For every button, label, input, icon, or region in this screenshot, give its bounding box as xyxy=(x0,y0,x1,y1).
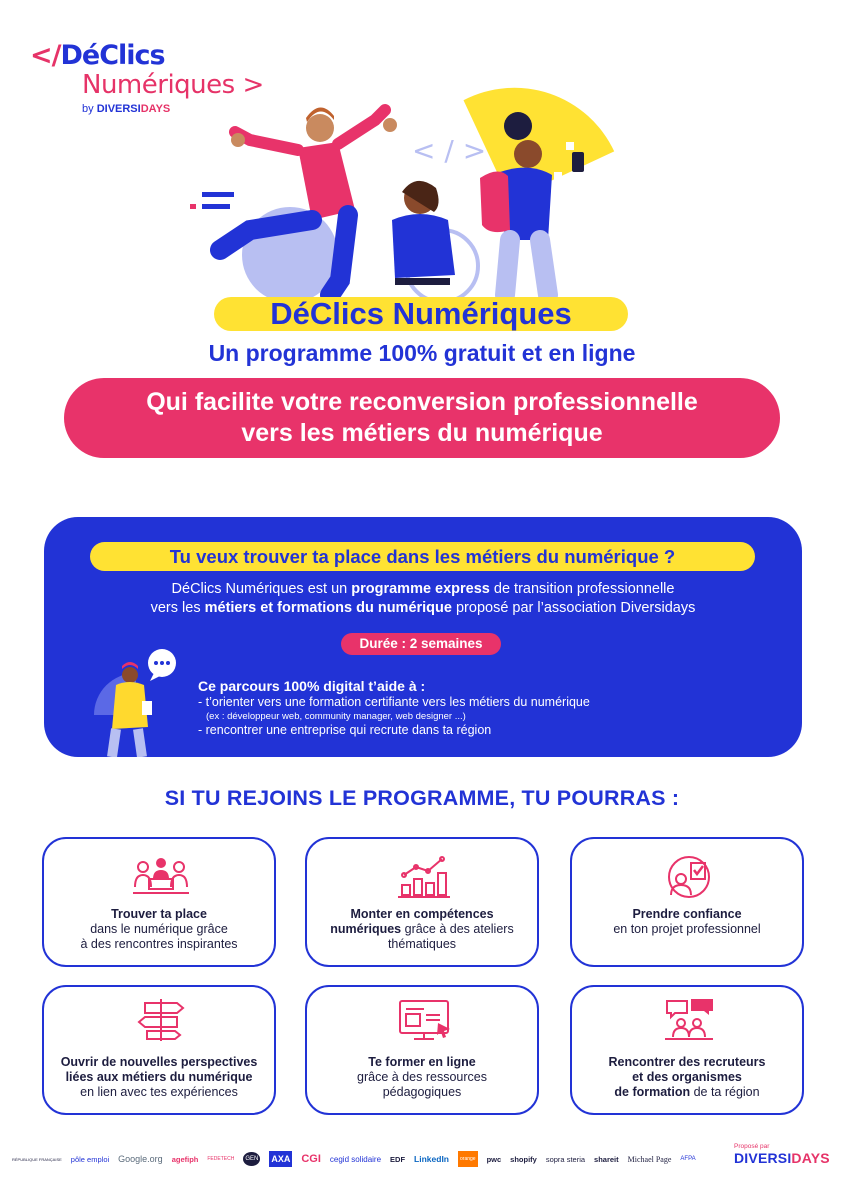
partner-logo: LinkedIn xyxy=(414,1154,449,1164)
program-card xyxy=(44,517,802,757)
benefit-text: Rencontrer des recruteurs et des organismes de formation de ta région xyxy=(608,1055,766,1099)
partner-logo: AFPA xyxy=(680,1156,696,1162)
parcours-point-2: - rencontrer une entreprise qui recrute dans ta région xyxy=(198,723,492,737)
page-title: DéClics Numériques xyxy=(270,296,572,331)
benefit-text: Monter en compétences numériques grâce à des ateliers thématiques xyxy=(330,907,514,951)
banner-line-1: Qui facilite votre reconversion professionnelle xyxy=(146,388,698,416)
propose-par-diversidays xyxy=(734,1143,834,1166)
parcours-title: Ce parcours 100% digital t’aide à : xyxy=(198,678,426,694)
confidence-badge-icon xyxy=(659,853,719,899)
benefit-card-perspectives xyxy=(42,985,276,1115)
partner-logo: shopify xyxy=(510,1154,537,1164)
benefit-text: Trouver ta place dans le numérique grâce à des rencontres inspirantes xyxy=(80,907,238,951)
benefit-text: Ouvrir de nouvelles perspectives liées aux métiers du numérique en lien avec tes expériences xyxy=(60,1055,258,1099)
benefit-card-trouver-ta-place xyxy=(42,837,276,967)
partner-logo: pwc xyxy=(486,1154,502,1164)
partner-logo: GEN xyxy=(243,1152,260,1166)
benefit-text: Prendre confiance en ton projet professionnel xyxy=(613,907,761,936)
duration-badge: Durée : 2 semaines xyxy=(341,633,501,655)
partner-logo: Michael Page xyxy=(627,1154,672,1164)
partner-logo: Google.org xyxy=(118,1154,163,1164)
hero-illustration xyxy=(180,80,650,305)
svg-text:< / >: < / > xyxy=(412,134,487,167)
partner-logo: FEDETECH xyxy=(207,1156,235,1162)
reconversion-banner xyxy=(64,378,780,458)
partner-logo: shareit xyxy=(594,1154,619,1164)
program-question: Tu veux trouver ta place dans les métiers du numérique ? xyxy=(169,546,676,567)
partner-logo: cegid solidaire xyxy=(329,1154,382,1164)
partner-logo: CGI xyxy=(301,1153,321,1165)
diversidays-logo: DIVERSIDAYS xyxy=(734,1150,830,1166)
partner-logos xyxy=(12,1146,732,1172)
meeting-people-icon xyxy=(131,853,191,899)
benefit-card-recruteurs xyxy=(570,985,804,1115)
partner-logo: agefiph xyxy=(171,1154,199,1164)
student-illustration xyxy=(94,645,179,757)
logo-declics: </DéClics xyxy=(30,40,165,71)
parcours-point-1-examples: (ex : développeur web, community manager, web designer ...) xyxy=(206,711,466,722)
benefits-heading: SI TU REJOINS LE PROGRAMME, TU POURRAS : xyxy=(164,786,680,810)
logo-numeriques: Numériques > xyxy=(82,70,264,100)
benefit-text: Te former en ligne grâce à des ressources pédagogiques xyxy=(357,1055,487,1099)
propose-label: Proposé par xyxy=(734,1143,770,1150)
partner-logo: RÉPUBLIQUE FRANÇAISE xyxy=(12,1156,62,1162)
partner-logo: orange xyxy=(458,1151,478,1167)
partner-logo: EDF xyxy=(390,1154,406,1164)
benefit-card-competences xyxy=(305,837,539,967)
intro-line-2: vers les métiers et formations du numérique proposé par l’association Diversidays xyxy=(150,600,696,616)
parcours-list xyxy=(198,677,758,738)
partner-logo: sopra steria xyxy=(545,1154,586,1164)
benefit-card-confiance xyxy=(570,837,804,967)
intro-line-1: DéClics Numériques est un programme express de transition professionnelle xyxy=(171,581,675,597)
logo-byline: by DIVERSIDAYS xyxy=(82,103,171,115)
page-subtitle: Un programme 100% gratuit et en ligne xyxy=(208,340,636,366)
program-intro xyxy=(44,580,802,618)
partner-logo: AXA xyxy=(269,1151,292,1167)
banner-line-2: vers les métiers du numérique xyxy=(241,419,603,447)
benefit-card-former-en-ligne xyxy=(305,985,539,1115)
partner-logo: pôle emploi xyxy=(70,1154,110,1164)
online-course-icon xyxy=(394,997,454,1043)
parcours-point-1: - t’orienter vers une formation certifiante vers les métiers du numérique xyxy=(198,695,590,709)
growth-chart-icon xyxy=(394,853,454,899)
signpost-icon xyxy=(131,997,191,1043)
recruiter-chat-icon xyxy=(659,997,719,1043)
